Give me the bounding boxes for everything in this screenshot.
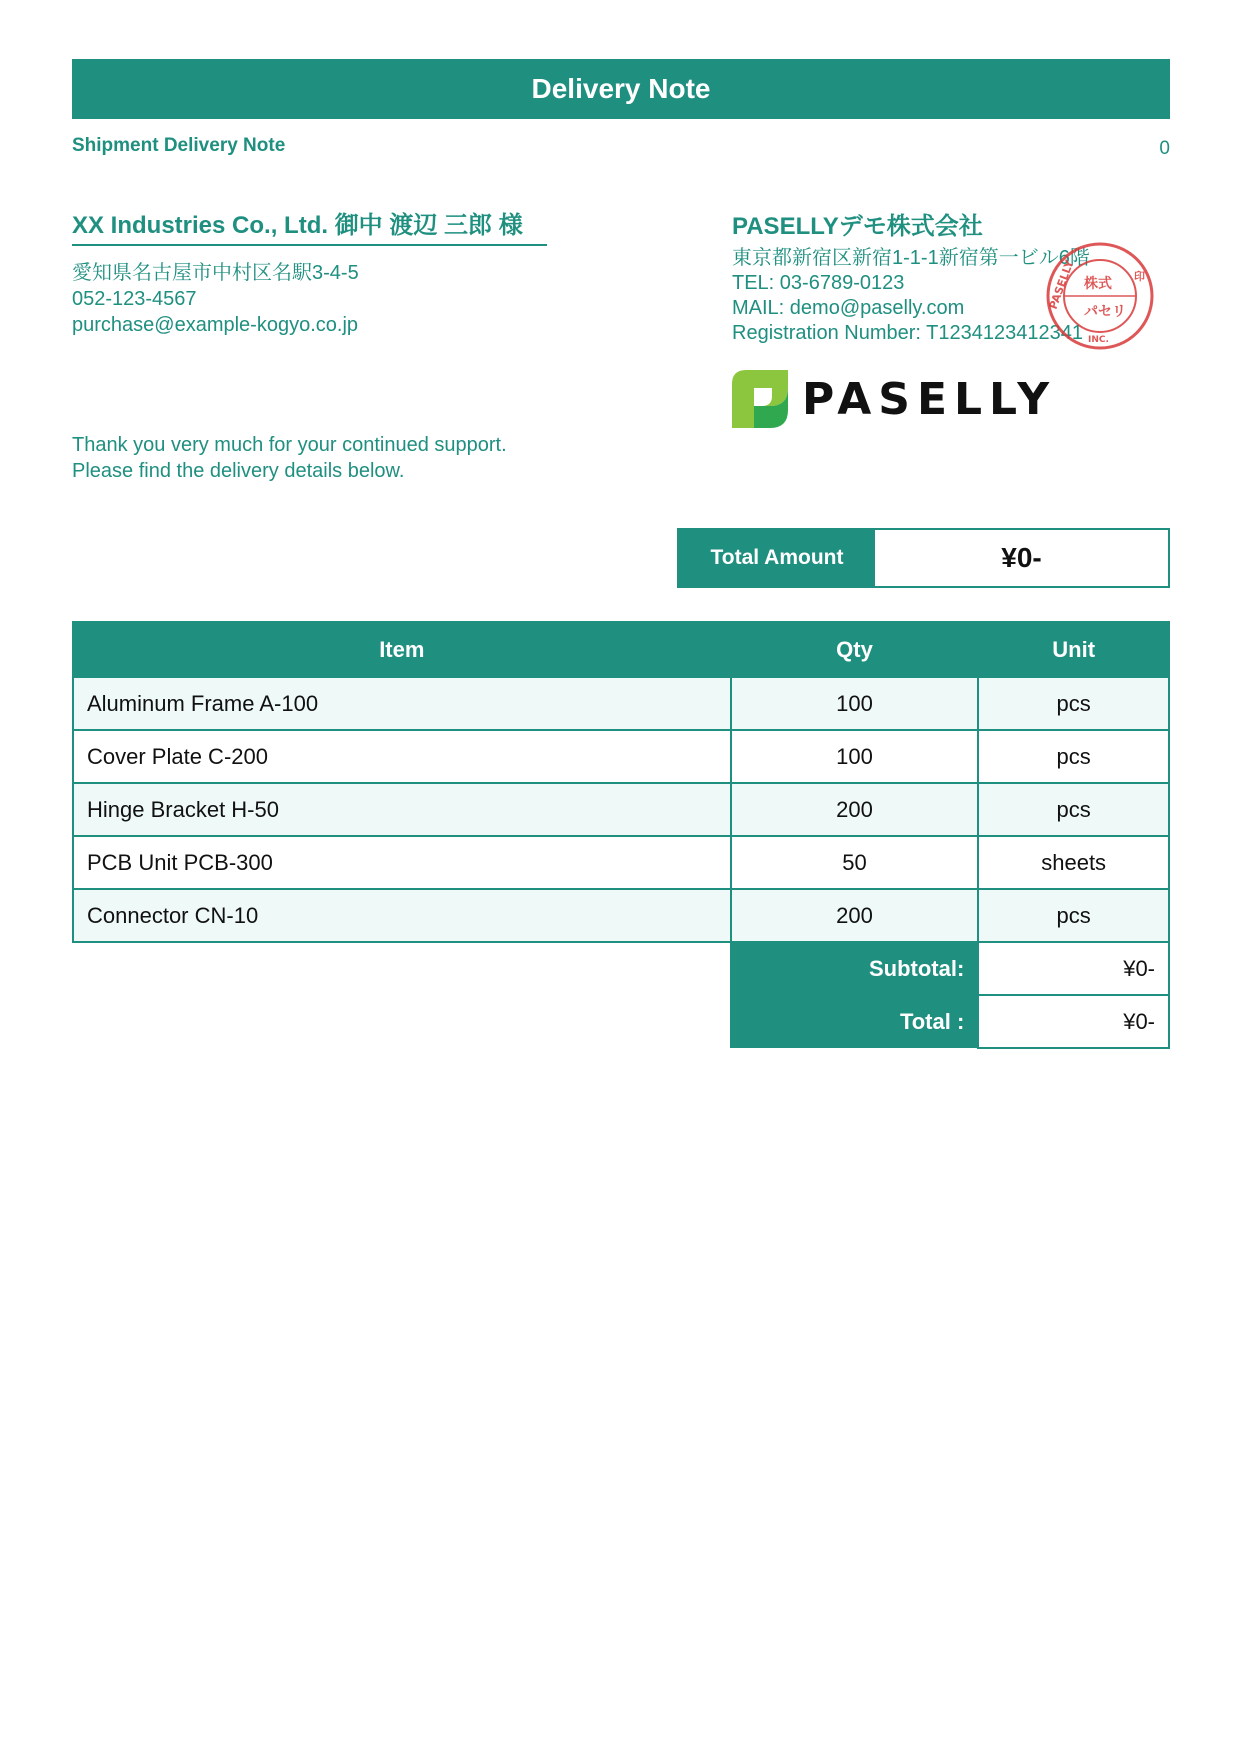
row-unit: pcs [978, 677, 1169, 730]
column-header-qty: Qty [731, 622, 979, 677]
document-title: Delivery Note [72, 59, 1170, 119]
customer-email: purchase@example-kogyo.co.jp [72, 314, 359, 336]
company-tel: TEL: 03-6789-0123 [732, 272, 905, 294]
row-qty: 100 [731, 677, 979, 730]
customer-info [72, 260, 547, 338]
items-table [72, 621, 1170, 1049]
company-logo [732, 368, 1062, 430]
greeting-line-1: Thank you very much for your continued support. [72, 434, 507, 456]
table-row [73, 783, 1169, 836]
company-address: 東京都新宿区新宿1-1-1新宿第一ビル6階 [732, 247, 1090, 269]
row-item: Aluminum Frame A-100 [73, 677, 731, 730]
row-unit: pcs [978, 730, 1169, 783]
row-item: Connector CN-10 [73, 889, 731, 942]
subtotal-label: Subtotal: [731, 942, 979, 995]
svg-text:印: 印 [1134, 270, 1145, 283]
table-row [73, 677, 1169, 730]
table-row [73, 836, 1169, 889]
total-amount-value: ¥0- [1001, 542, 1042, 573]
company-name: PASELLYデモ株式会社 [732, 213, 983, 240]
row-qty: 200 [731, 783, 979, 836]
document-number: 0 [1159, 138, 1170, 159]
customer-address: 愛知県名古屋市中村区名駅3-4-5 [72, 262, 359, 284]
row-item: Hinge Bracket H-50 [73, 783, 731, 836]
customer-name: XX Industries Co., Ltd. 御中 渡辺 三郎 様 [72, 212, 547, 246]
company-mail: MAIL: demo@paselly.com [732, 297, 965, 319]
subtotal-row [73, 942, 1169, 995]
total-amount-box [677, 528, 1170, 588]
summary-spacer [73, 942, 731, 995]
row-unit: sheets [978, 836, 1169, 889]
subtotal-value: ¥0- [978, 942, 1169, 995]
summary-spacer [73, 995, 731, 1048]
total-value: ¥0- [978, 995, 1169, 1048]
greeting-message [72, 432, 507, 484]
table-header-row [73, 622, 1169, 677]
row-qty: 100 [731, 730, 979, 783]
row-qty: 200 [731, 889, 979, 942]
svg-text:パセリ: パセリ [1084, 304, 1126, 320]
row-qty: 50 [731, 836, 979, 889]
total-label: Total : [731, 995, 979, 1048]
logo-wordmark: PASELLY [802, 373, 1057, 425]
row-item: Cover Plate C-200 [73, 730, 731, 783]
document-subtitle: Shipment Delivery Note [72, 135, 286, 156]
svg-text:INC.: INC. [1088, 335, 1109, 345]
logo-mark-icon [732, 370, 788, 428]
row-unit: pcs [978, 783, 1169, 836]
column-header-unit: Unit [978, 622, 1169, 677]
svg-text:株式: 株式 [1084, 276, 1112, 292]
svg-text:PASELLY: PASELLY [1046, 258, 1077, 312]
total-amount-label: Total Amount [679, 530, 875, 586]
row-item: PCB Unit PCB-300 [73, 836, 731, 889]
total-row [73, 995, 1169, 1048]
company-seal-stamp [1044, 240, 1156, 352]
customer-block [72, 212, 547, 338]
row-unit: pcs [978, 889, 1169, 942]
table-row [73, 889, 1169, 942]
customer-phone: 052-123-4567 [72, 288, 197, 310]
table-row [73, 730, 1169, 783]
greeting-line-2: Please find the delivery details below. [72, 460, 405, 482]
company-registration: Registration Number: T1234123412341 [732, 322, 1083, 344]
column-header-item: Item [73, 622, 731, 677]
